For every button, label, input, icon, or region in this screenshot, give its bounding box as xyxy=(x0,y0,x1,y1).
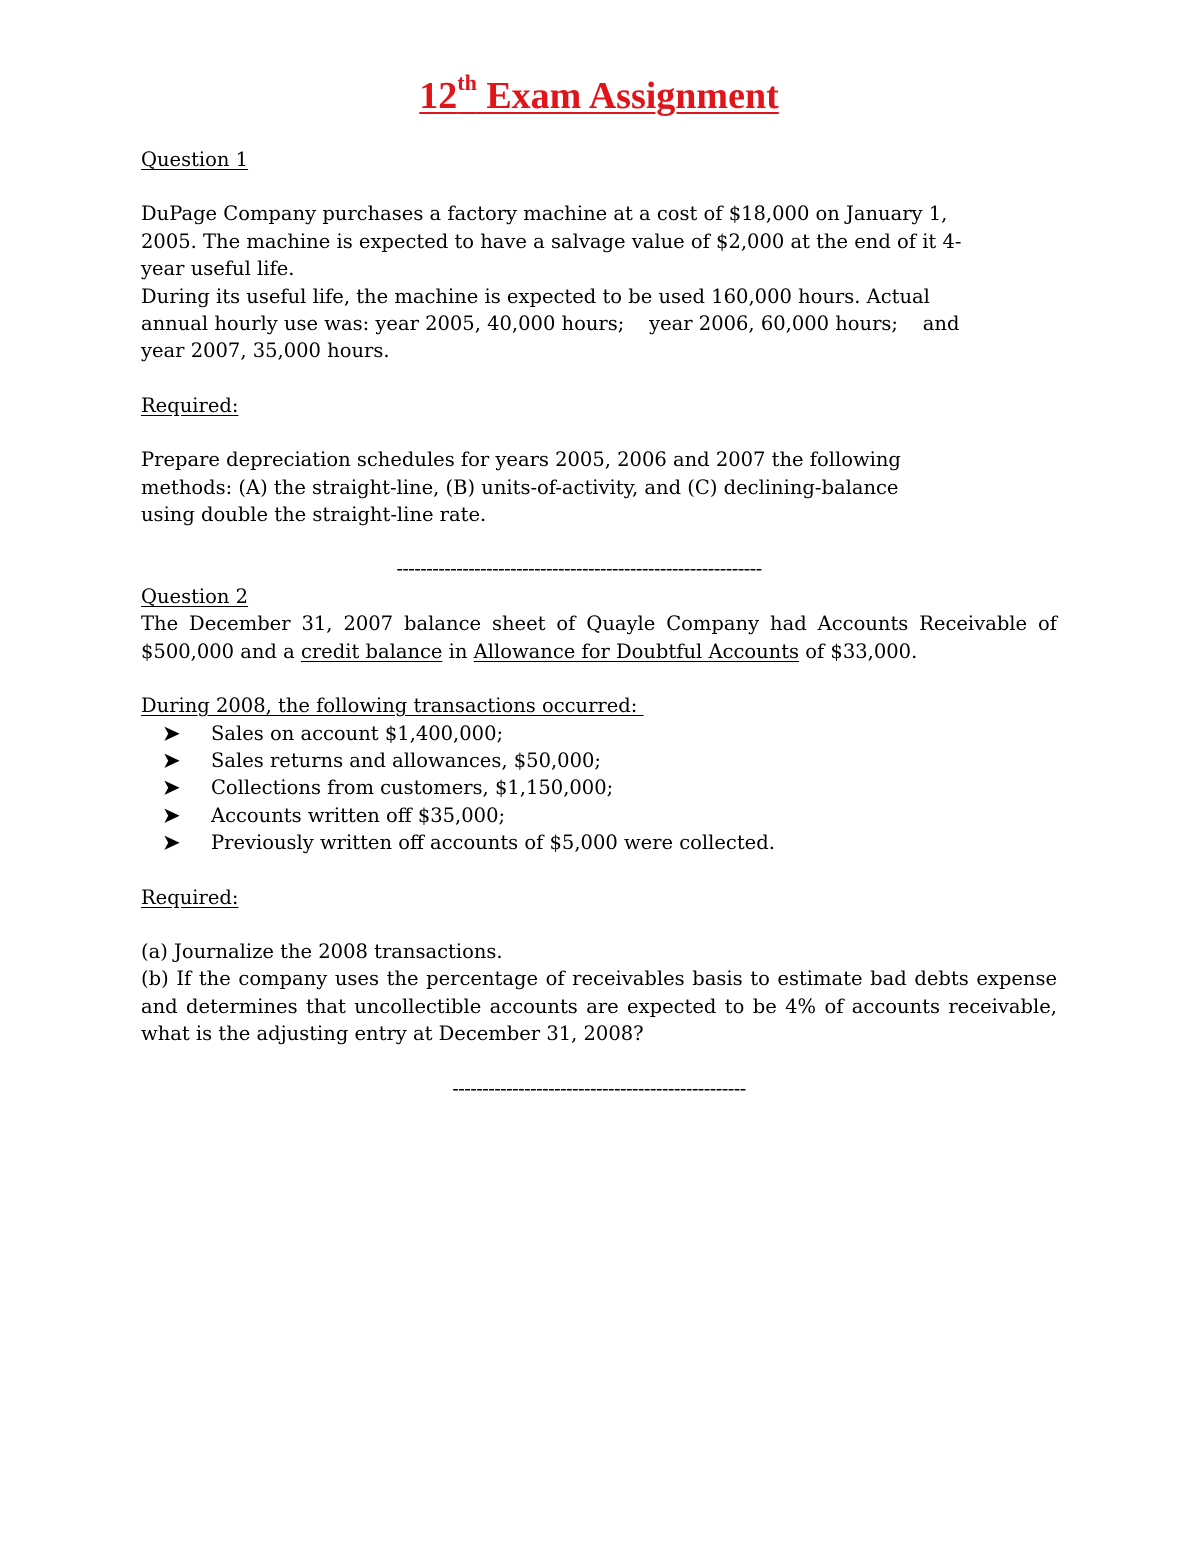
arrow-bullet-icon: ➤ xyxy=(163,747,180,772)
transaction-text: Previously written off accounts of $5,000 were collected. xyxy=(211,831,775,855)
intro-end: of $33,000. xyxy=(799,639,918,663)
question-1-heading: Question 1 xyxy=(141,148,249,171)
question-1-line: year 2007, 35,000 hours. xyxy=(141,339,390,363)
question-1-line: DuPage Company purchases a factory machine at a cost of $18,000 on January 1, xyxy=(141,202,948,226)
title-text: Exam Assignment xyxy=(476,75,779,117)
title-ordinal-suffix: th xyxy=(457,70,477,96)
list-item xyxy=(163,720,1057,747)
question-2-required-label: Required: xyxy=(141,885,239,909)
question-1-line: annual hourly use was: year 2005, 40,000 hours; year 2006, 60,000 hours; and xyxy=(141,312,960,336)
spacer xyxy=(141,365,1057,392)
spacer xyxy=(141,173,1057,200)
transaction-text: Accounts written off $35,000; xyxy=(211,803,506,827)
title-number: 12 xyxy=(419,75,458,117)
question-2-part-b: (b) If the company uses the percentage of receivables basis to estimate bad debts expense and determines that uncollectible accounts are expected to be 4% of accounts receivable, what is the adjusting entry at December 31, 2008? xyxy=(141,967,1057,1046)
spacer xyxy=(141,419,1057,446)
spacer xyxy=(141,911,1057,938)
question-1-line: 2005. The machine is expected to have a salvage value of $2,000 at the end of it 4- xyxy=(141,229,962,253)
spacer xyxy=(141,528,1057,555)
arrow-bullet-icon: ➤ xyxy=(163,775,180,800)
spacer xyxy=(141,857,1057,884)
spacer xyxy=(141,1048,1057,1075)
spacer xyxy=(141,665,1057,692)
required-line: using double the straight-line rate. xyxy=(141,503,487,527)
question-2-intro xyxy=(141,610,1057,665)
transactions-heading: During 2008, the following transactions occurred: xyxy=(141,694,644,718)
list-item xyxy=(163,802,1057,829)
question-1-required-body xyxy=(141,446,1057,528)
arrow-bullet-icon: ➤ xyxy=(163,830,180,855)
arrow-bullet-icon: ➤ xyxy=(163,802,180,827)
page-title xyxy=(141,70,1057,122)
list-item xyxy=(163,829,1057,856)
list-item xyxy=(163,747,1057,774)
intro-connector: in xyxy=(442,639,474,663)
question-1-line: During its useful life, the machine is expected to be used 160,000 hours. Actual xyxy=(141,284,930,308)
question-1-required-label: Required: xyxy=(141,393,239,417)
arrow-bullet-icon: ➤ xyxy=(163,720,180,745)
required-line: Prepare depreciation schedules for years 2005, 2006 and 2007 the following xyxy=(141,448,901,472)
transaction-text: Sales on account $1,400,000; xyxy=(211,721,504,745)
question-2-part-a: (a) Journalize the 2008 transactions. xyxy=(141,939,503,963)
list-item xyxy=(163,774,1057,801)
section-divider: ------------------------------------------------- xyxy=(452,1076,746,1100)
question-2-heading: Question 2 xyxy=(141,584,249,608)
credit-balance-term: credit balance xyxy=(300,639,443,663)
allowance-account-term: Allowance for Doubtful Accounts xyxy=(473,639,800,663)
transaction-text: Collections from customers, $1,150,000; xyxy=(211,776,614,800)
intro-text: The December 31, 2007 balance sheet of Quayle Company had Accounts Receivable of $500,000 and a xyxy=(141,612,1057,663)
question-1-line: year useful life. xyxy=(141,257,295,281)
transactions-list xyxy=(141,720,1057,857)
section-divider: ------------------------------------------------------------- xyxy=(396,557,762,581)
question-1-body xyxy=(141,200,1057,364)
transaction-text: Sales returns and allowances, $50,000; xyxy=(211,748,601,772)
required-line: methods: (A) the straight-line, (B) units-of-activity, and (C) declining-balance xyxy=(141,475,899,499)
